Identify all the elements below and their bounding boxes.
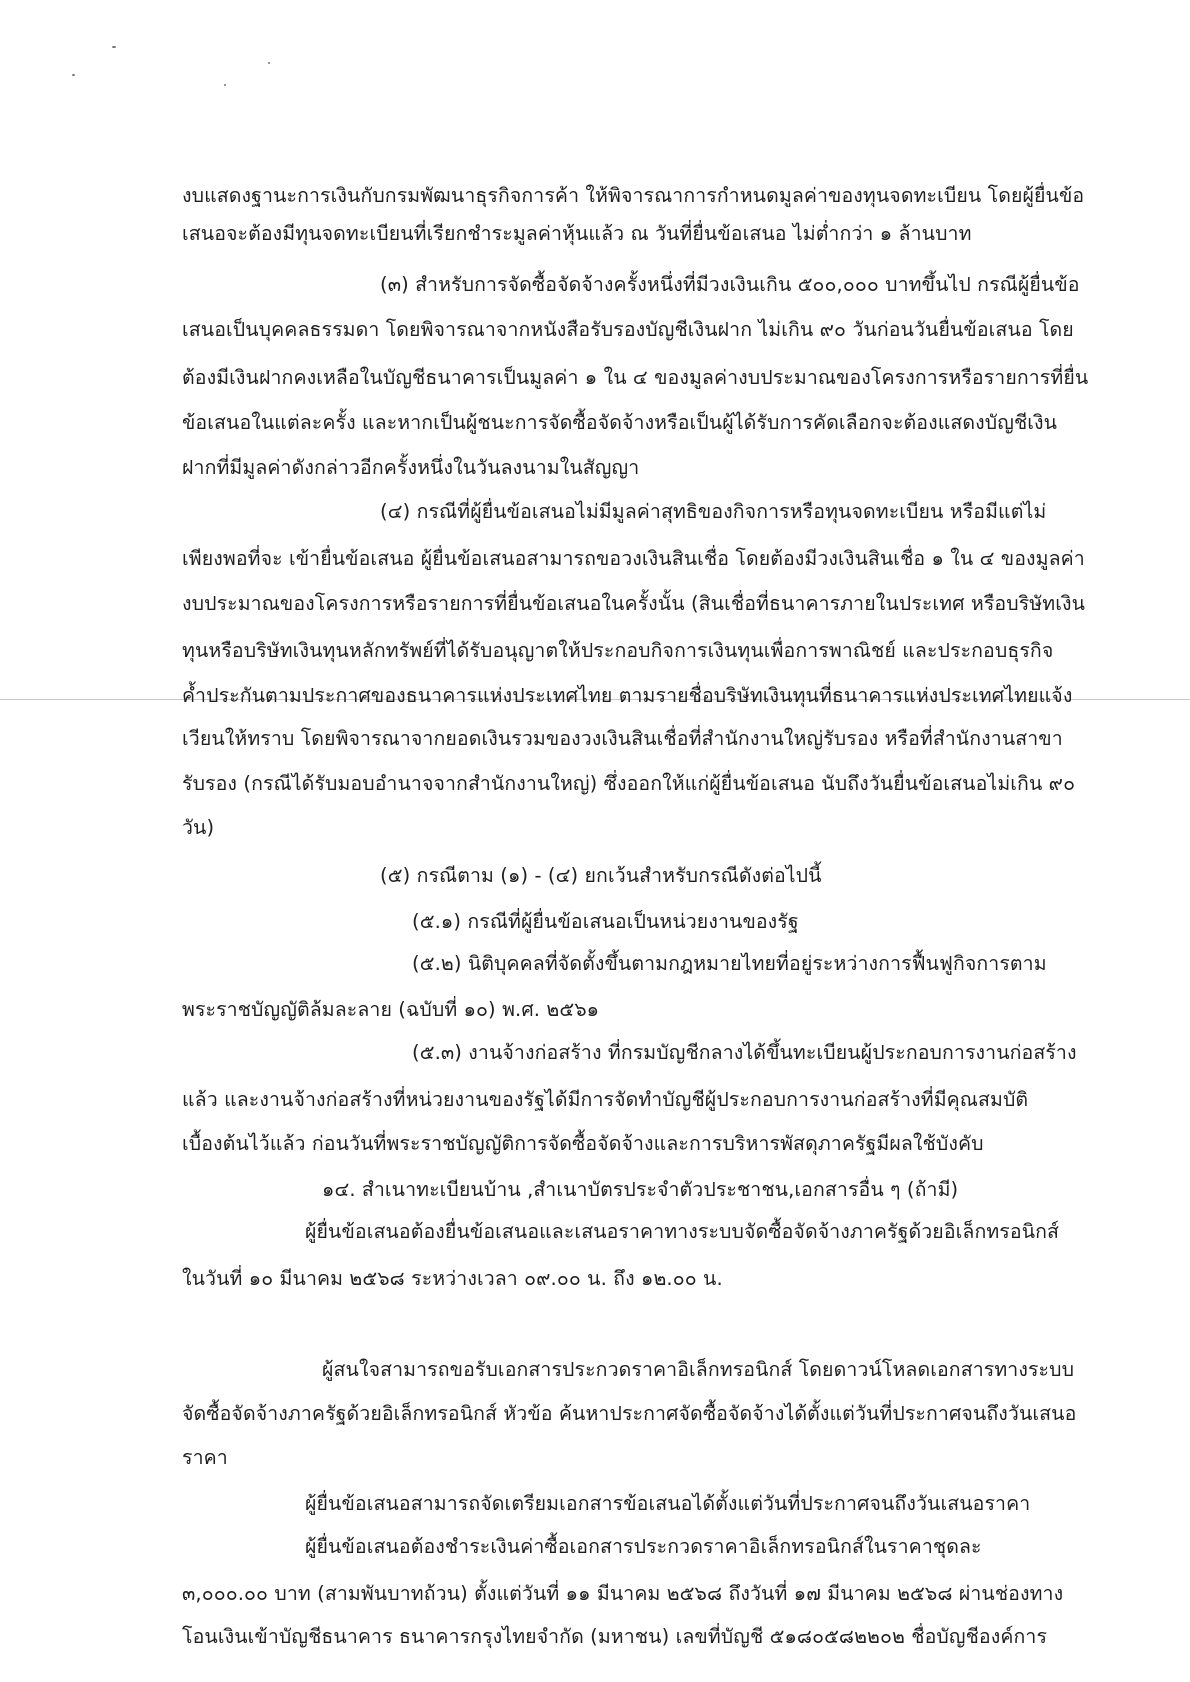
- text-line: ๑๔. สำเนาทะเบียนบ้าน ,สำเนาบัตรประจำตัวประชาชน,เอกสารอื่น ๆ (ถ้ามี): [322, 1178, 959, 1201]
- text-line: ฝากที่มีมูลค่าดังกล่าวอีกครั้งหนึ่งในวันลงนามในสัญญา: [182, 456, 640, 479]
- text-line: ผู้สนใจสามารถขอรับเอกสารประกวดราคาอิเล็กทรอนิกส์ โดยดาวน์โหลดเอกสารทางระบบ: [322, 1358, 1075, 1381]
- text-line: ทุนหรือบริษัทเงินทุนหลักทรัพย์ที่ได้รับอนุญาตให้ประกอบกิจการเงินทุนเพื่อการพาณิชย์ และประกอบธุรกิจ: [182, 639, 1054, 662]
- text-line: (๕.๓) งานจ้างก่อสร้าง ที่กรมบัญชีกลางได้ขึ้นทะเบียนผู้ประกอบการงานก่อสร้าง: [412, 1041, 1077, 1064]
- text-line: ผู้ยื่นข้อเสนอต้องยื่นข้อเสนอและเสนอราคาทางระบบจัดซื้อจัดจ้างภาครัฐด้วยอิเล็กทรอนิกส์: [305, 1220, 1060, 1243]
- text-line: ต้องมีเงินฝากคงเหลือในบัญชีธนาคารเป็นมูลค่า ๑ ใน ๔ ของมูลค่างบประมาณของโครงการหรือรายการที่ยื่น: [182, 366, 1089, 389]
- text-line: ๓,๐๐๐.๐๐ บาท (สามพันบาทถ้วน) ตั้งแต่วันที่ ๑๑ มีนาคม ๒๕๖๘ ถึงวันที่ ๑๗ มีนาคม ๒๕๖๘ ผ่านช่องทาง: [182, 1582, 1064, 1605]
- text-line: ข้อเสนอในแต่ละครั้ง และหากเป็นผู้ชนะการจัดซื้อจัดจ้างหรือเป็นผู้ได้รับการคัดเลือกจะต้องแสดงบัญชีเงิน: [182, 411, 1058, 434]
- text-line: (๕.๒) นิติบุคคลที่จัดตั้งขึ้นตามกฎหมายไทยที่อยู่ระหว่างการฟื้นฟูกิจการตาม: [412, 952, 1047, 975]
- text-line: โอนเงินเข้าบัญชีธนาคาร ธนาคารกรุงไทยจำกัด (มหาชน) เลขที่บัญชี ๕๑๘๐๕๘๒๒๐๒ ชื่อบัญชีองค์การ: [182, 1625, 1048, 1648]
- text-line: ค้ำประกันตามประกาศของธนาคารแห่งประเทศไทย ตามรายชื่อบริษัทเงินทุนที่ธนาคารแห่งประเทศไทยแจ้ง: [182, 684, 1073, 707]
- text-line: (๕.๑) กรณีที่ผู้ยื่นข้อเสนอเป็นหน่วยงานของรัฐ: [412, 910, 799, 933]
- scan-speck: [268, 62, 270, 64]
- text-line: ในวันที่ ๑๐ มีนาคม ๒๕๖๘ ระหว่างเวลา ๐๙.๐๐ น. ถึง ๑๒.๐๐ น.: [182, 1267, 723, 1290]
- text-line: แล้ว และงานจ้างก่อสร้างที่หน่วยงานของรัฐได้มีการจัดทำบัญชีผู้ประกอบการงานก่อสร้างที่มีคุณสมบัติ: [182, 1088, 1029, 1111]
- scan-speck: [72, 74, 75, 76]
- scan-speck: [112, 46, 116, 48]
- text-line: เวียนให้ทราบ โดยพิจารณาจากยอดเงินรวมของวงเงินสินเชื่อที่สำนักงานใหญ่รับรอง หรือที่สำนักงานสาขา: [182, 727, 1063, 750]
- text-line: เพียงพอที่จะ เข้ายื่นข้อเสนอ ผู้ยื่นข้อเสนอสามารถขอวงเงินสินเชื่อ โดยต้องมีวงเงินสินเชื่อ ๑ ใน ๔ ของมูลค่า: [182, 547, 1085, 570]
- text-line: (๕) กรณีตาม (๑) - (๔) ยกเว้นสำหรับกรณีดังต่อไปนี้: [380, 864, 822, 887]
- text-line: งบประมาณของโครงการหรือรายการที่ยื่นข้อเสนอในครั้งนั้น (สินเชื่อที่ธนาคารภายในประเทศ หรือบริษัทเงิน: [182, 592, 1086, 615]
- text-line: วัน): [182, 816, 215, 839]
- text-line: จัดซื้อจัดจ้างภาครัฐด้วยอิเล็กทรอนิกส์ หัวข้อ ค้นหาประกาศจัดซื้อจัดจ้างได้ตั้งแต่วันที่ประกาศจนถึงวันเสนอ: [182, 1402, 1077, 1425]
- text-line: (๓) สำหรับการจัดซื้อจัดจ้างครั้งหนึ่งที่มีวงเงินเกิน ๕๐๐,๐๐๐ บาทขึ้นไป กรณีผู้ยื่นข้อ: [380, 273, 1080, 296]
- text-line: ผู้ยื่นข้อเสนอสามารถจัดเตรียมเอกสารข้อเสนอได้ตั้งแต่วันที่ประกาศจนถึงวันเสนอราคา: [305, 1492, 1031, 1515]
- text-line: ผู้ยื่นข้อเสนอต้องชำระเงินค่าซื้อเอกสารประกวดราคาอิเล็กทรอนิกส์ในราคาชุดละ: [305, 1535, 982, 1558]
- text-line: เสนอเป็นบุคคลธรรมดา โดยพิจารณาจากหนังสือรับรองบัญชีเงินฝาก ไม่เกิน ๙๐ วันก่อนวันยื่นข้อเสนอ โดย: [182, 318, 1074, 341]
- scan-speck: [224, 84, 226, 86]
- text-line: รับรอง (กรณีได้รับมอบอำนาจจากสำนักงานใหญ่) ซึ่งออกให้แก่ผู้ยื่นข้อเสนอ นับถึงวันยื่นข้อเสนอไม่เกิน ๙๐: [182, 772, 1076, 795]
- text-line: งบแสดงฐานะการเงินกับกรมพัฒนาธุรกิจการค้า ให้พิจารณาการกำหนดมูลค่าของทุนจดทะเบียน โดยผู้ยื่นข้อ: [182, 184, 1085, 207]
- text-line: พระราชบัญญัติล้มละลาย (ฉบับที่ ๑๐) พ.ศ. ๒๕๖๑: [182, 998, 600, 1021]
- text-line: (๔) กรณีที่ผู้ยื่นข้อเสนอไม่มีมูลค่าสุทธิของกิจการหรือทุนจดทะเบียน หรือมีแต่ไม่: [380, 500, 1047, 523]
- text-line: เสนอจะต้องมีทุนจดทะเบียนที่เรียกชำระมูลค่าหุ้นแล้ว ณ วันที่ยื่นข้อเสนอ ไม่ต่ำกว่า ๑ ล้านบาท: [182, 222, 972, 245]
- text-line: ราคา: [182, 1446, 228, 1469]
- text-line: เบื้องต้นไว้แล้ว ก่อนวันที่พระราชบัญญัติการจัดซื้อจัดจ้างและการบริหารพัสดุภาครัฐมีผลใช้บังคับ: [182, 1132, 984, 1155]
